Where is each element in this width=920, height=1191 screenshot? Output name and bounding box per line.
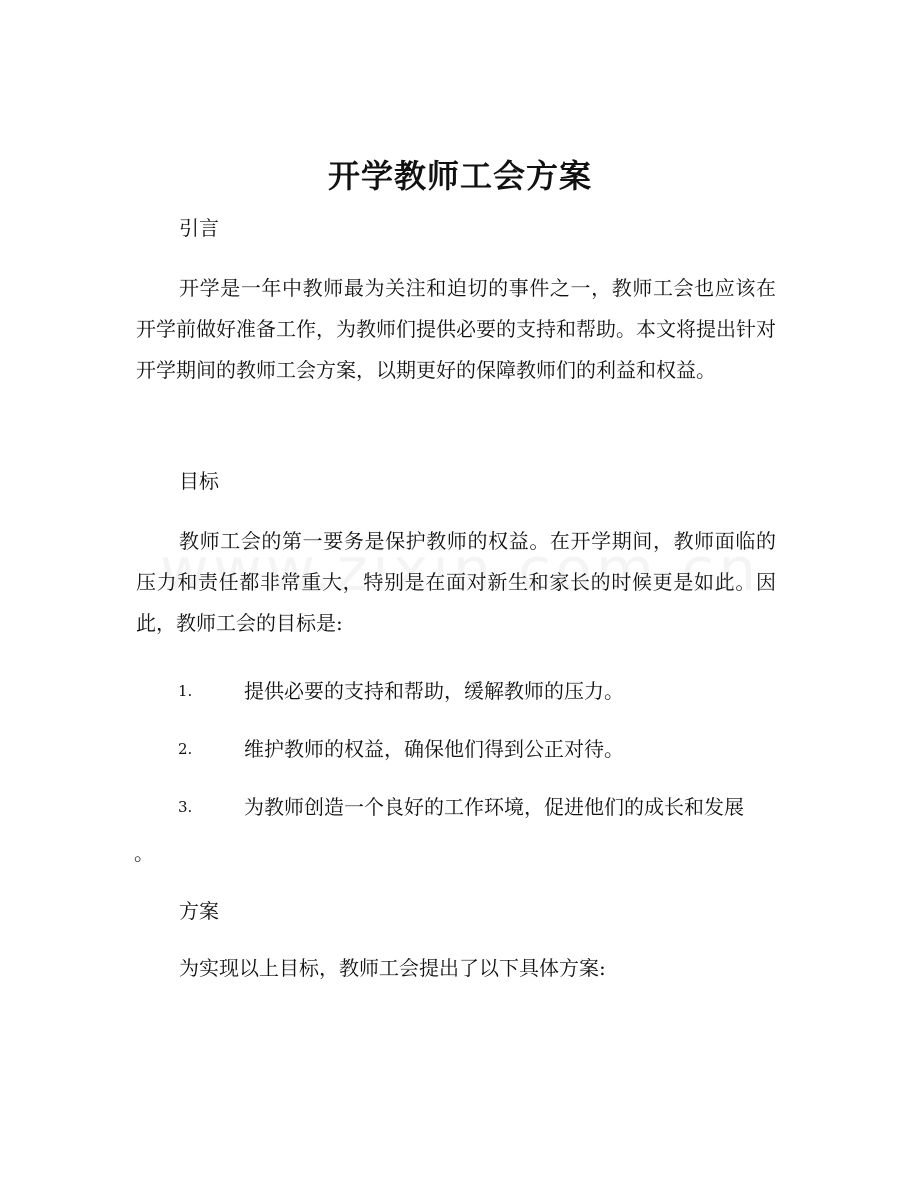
list-item-tail: 。 <box>134 841 154 865</box>
list-number: 3. <box>178 798 193 816</box>
list-item-text: 维护教师的权益，确保他们得到公正对待。 <box>244 737 624 761</box>
section-heading-plan: 方案 <box>179 899 219 923</box>
plan-paragraph: 为实现以上目标，教师工会提出了以下具体方案: <box>179 956 606 980</box>
intro-paragraph: 开学是一年中教师最为关注和迫切的事件之一，教师工会也应该在开学前做好准备工作，为教师们提供必要的支持和帮助。本文将提出针对开学期间的教师工会方案，以期更好的保障教师们的利益和权益。 <box>136 276 776 382</box>
goal-list-item <box>136 720 776 778</box>
document-title: 开学教师工会方案 <box>327 157 592 195</box>
goal-list-item <box>136 778 776 836</box>
goals-paragraph: 教师工会的第一要务是保护教师的权益。在开学期间，教师面临的压力和责任都非常重大，特别是在面对新生和家长的时候更是如此。因此，教师工会的目标是: <box>136 529 776 635</box>
list-item-text: 提供必要的支持和帮助，缓解教师的压力。 <box>244 679 624 703</box>
goal-list-item <box>136 662 776 720</box>
list-item-text: 为教师创造一个良好的工作环境，促进他们的成长和发展 <box>244 795 744 819</box>
section-heading-goals: 目标 <box>179 469 219 493</box>
section-heading-intro: 引言 <box>179 216 219 240</box>
list-number: 1. <box>178 682 193 700</box>
list-number: 2. <box>178 740 193 758</box>
